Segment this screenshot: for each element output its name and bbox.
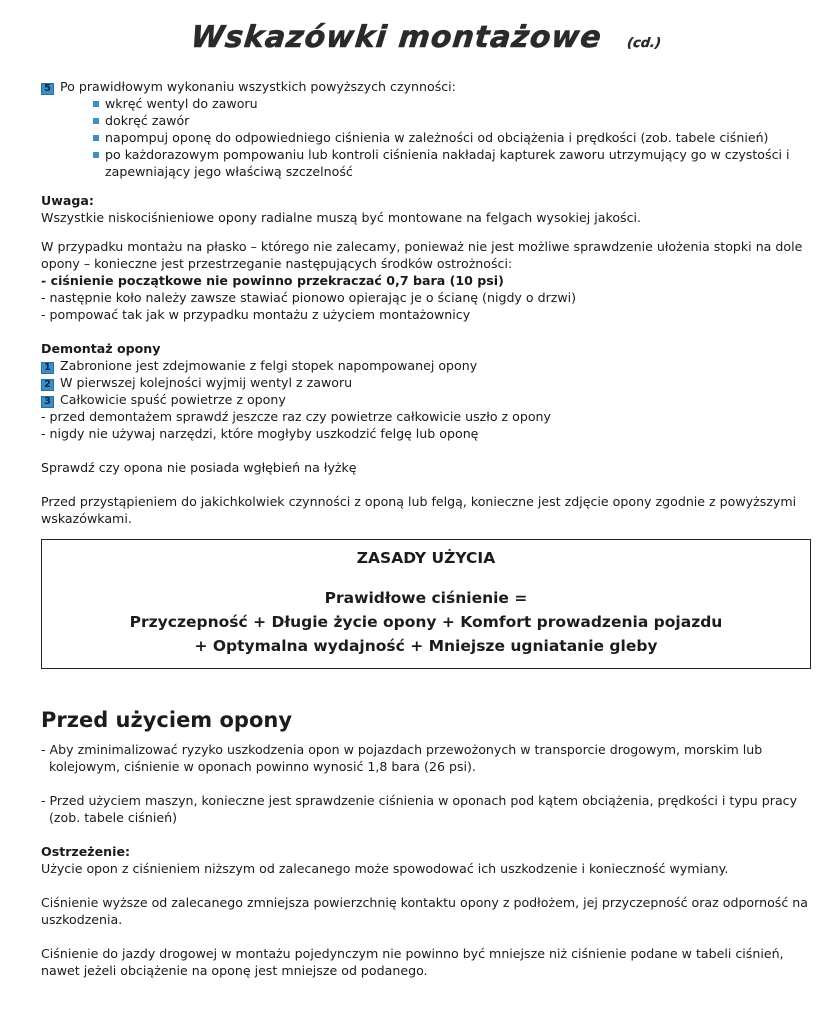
flat-mount-line-2: - następnie koło należy zawsze stawiać pionowo opierając je o ścianę (nigdy o drzwi) <box>41 290 577 305</box>
before-use-p4: Ciśnienie do jazdy drogowej w montażu pojedynczym nie powinno być mniejsze niż ciśnienie podane w tabeli ciśnień, nawet jeżeli obciążenie na oponę jest mniejsze od podanego. <box>41 946 784 978</box>
list-item: dokręć zawór <box>93 112 811 129</box>
step-5-section <box>41 78 811 180</box>
demount-line-2: - nigdy nie używaj narzędzi, które mogłyby uszkodzić felgę lub oponę <box>41 426 479 441</box>
before-use-section <box>41 741 811 979</box>
spacer <box>41 180 811 192</box>
demount-step-1: 1 Zabronione jest zdejmowanie z felgi stopek napompowanej opony <box>41 357 811 374</box>
title-continued: (cd.) <box>626 36 662 51</box>
spacer <box>41 775 811 792</box>
warning-label: Ostrzeżenie: <box>41 844 131 859</box>
before-use-p3: Ciśnienie wyższe od zalecanego zmniejsza powierzchnię kontaktu opony z podłożem, jej przyczepność oraz odporność na uszkodzenia. <box>41 895 808 927</box>
before-use-p2-line-1: - Przed użyciem maszyn, konieczne jest sprawdzenie ciśnienia w oponach pod kątem obciążenia, prędkości i typu pracy <box>41 793 798 808</box>
section-title-before-use: Przed użyciem opony <box>41 708 293 732</box>
spacer <box>41 877 811 894</box>
spacer <box>41 476 811 493</box>
step-number-badge: 5 <box>41 83 54 95</box>
spacer <box>41 826 811 843</box>
list-item: wkręć wentyl do zaworu <box>93 95 811 112</box>
flat-mount-section <box>41 238 811 323</box>
list-item: napompuj oponę do odpowiedniego ciśnienia w zależności od obciążenia i prędkości (zob. tabele ciśnień) <box>93 129 811 146</box>
rules-box-line-2: Przyczepność + Długie życie opony + Komfort prowadzenia pojazdu <box>129 613 723 631</box>
page-title <box>39 18 814 64</box>
note-label: Uwaga: <box>41 193 94 208</box>
spacer <box>41 928 811 945</box>
step-number-badge: 3 <box>41 396 54 408</box>
flat-mount-line-1: - ciśnienie początkowe nie powinno przekraczać 0,7 bara (10 psi) <box>41 273 504 288</box>
spacer <box>41 323 811 340</box>
warning-text: Użycie opon z ciśnieniem niższym od zalecanego może spowodować ich uszkodzenie i konieczność wymiany. <box>41 861 729 876</box>
before-use-p2-line-2: (zob. tabele ciśnień) <box>49 810 177 825</box>
square-bullet-icon <box>93 152 99 158</box>
rules-box-line-1: Prawidłowe ciśnienie = <box>324 589 528 607</box>
square-bullet-icon <box>93 135 99 141</box>
list-item: po każdorazowym pompowaniu lub kontroli ciśnienia nakładaj kapturek zaworu utrzymujący go w czystości i zapewniający jego właściwą szczelność <box>93 146 811 180</box>
note-text: Wszystkie niskociśnieniowe opony radialne muszą być montowane na felgach wysokiej jakości. <box>41 210 642 225</box>
spacer <box>41 442 811 459</box>
square-bullet-icon <box>93 118 99 124</box>
spacer <box>41 226 811 238</box>
demount-section <box>41 340 811 442</box>
demount-title: Demontaż opony <box>41 341 161 356</box>
demount-step-2: 2 W pierwszej kolejności wyjmij wentyl z zaworu <box>41 374 811 391</box>
document-page <box>41 18 811 979</box>
check-text: Sprawdź czy opona nie posiada wgłębień na łyżkę <box>41 460 357 475</box>
rules-box <box>41 539 811 669</box>
before-work-text: Przed przystąpieniem do jakichkolwiek czynności z oponą lub felgą, konieczne jest zdjęcie opony zgodnie z powyższymi wskazówkami. <box>41 494 797 526</box>
spacer <box>52 570 800 586</box>
rules-box-title: ZASADY UŻYCIA <box>356 549 496 567</box>
step-number-badge: 2 <box>41 379 54 391</box>
step-5-text: Po prawidłowym wykonaniu wszystkich powyższych czynności: <box>60 79 456 94</box>
demount-step-3: 3 Całkowicie spuść powietrze z opony <box>41 391 811 408</box>
demount-line-1: - przed demontażem sprawdź jeszcze raz czy powietrze całkowicie uszło z opony <box>41 409 551 424</box>
step-5-bullet-list <box>93 95 811 180</box>
before-use-p1-line-2: kolejowym, ciśnienie w oponach powinno wynosić 1,8 bara (26 psi). <box>49 759 476 774</box>
rules-box-line-3: + Optymalna wydajność + Mniejsze ugniatanie gleby <box>194 637 658 655</box>
flat-mount-intro: W przypadku montażu na płasko – którego nie zalecamy, ponieważ nie jest możliwe sprawdzenie ułożenia stopki na dole opony – konieczne jest przestrzeganie następujących środków ostrożności: <box>41 239 803 271</box>
note-section <box>41 192 811 226</box>
flat-mount-line-3: - pompować tak jak w przypadku montażu z użyciem montażownicy <box>41 307 471 322</box>
step-number-badge: 1 <box>41 362 54 374</box>
step-5-line <box>41 78 811 95</box>
square-bullet-icon <box>93 101 99 107</box>
before-use-p1-line-1: - Aby zminimalizować ryzyko uszkodzenia opon w pojazdach przewożonych w transporcie drogowym, morskim lub <box>41 742 763 757</box>
title-text: Wskazówki montażowe <box>189 20 604 55</box>
